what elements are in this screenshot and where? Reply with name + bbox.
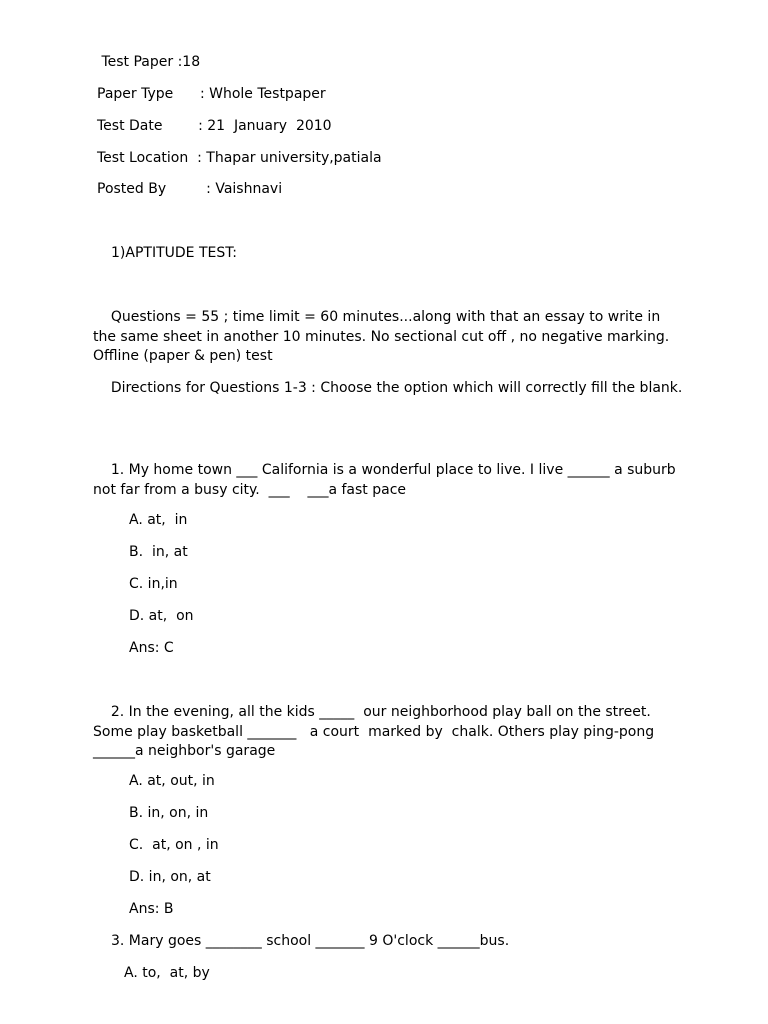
question-1-option-a: A. at, in xyxy=(129,512,188,528)
section-directions: Directions for Questions 1-3 : Choose the option which will correctly fill the blank. xyxy=(93,380,683,396)
question-2-answer: Ans: B xyxy=(129,901,174,917)
test-paper-label: Test Paper :18 xyxy=(97,54,201,70)
question-1-text: 1. My home town ___ California is a wonderful place to live. I live ______ a suburb not far from a busy city. ___ ___a fast pace xyxy=(93,462,681,498)
question-2-option-d: D. in, on, at xyxy=(129,869,211,885)
question-3-option-a: A. to, at, by xyxy=(124,965,210,981)
question-2-text: 2. In the evening, all the kids _____ our neighborhood play ball on the street. Some play basketball _______ a court marked by chalk. Others play ping-pong ______a neighbor's garage xyxy=(93,704,659,759)
question-2-option-b: B. in, on, in xyxy=(129,805,209,821)
question-1-option-b: B. in, at xyxy=(129,544,188,560)
test-location-label: Test Location : Thapar university,patiala xyxy=(97,150,382,166)
test-date-label: Test Date : 21 January 2010 xyxy=(97,118,332,134)
question-1-answer: Ans: C xyxy=(129,640,174,656)
question-1-option-d: D. at, on xyxy=(129,608,194,624)
question-2-option-c: C. at, on , in xyxy=(129,837,219,853)
question-1-option-c: C. in,in xyxy=(129,576,178,592)
question-2-option-a: A. at, out, in xyxy=(129,773,215,789)
paper-type-label: Paper Type : Whole Testpaper xyxy=(97,86,326,102)
section-title: 1)APTITUDE TEST: xyxy=(111,245,237,261)
section-intro: Questions = 55 ; time limit = 60 minutes...along with that an essay to write in the same sheet in another 10 minutes. No sectional cut off , no negative marking. Offline (paper & pen) test xyxy=(93,309,674,364)
question-3-text: 3. Mary goes ________ school _______ 9 O'clock ______bus. xyxy=(111,933,510,949)
posted-by-label: Posted By : Vaishnavi xyxy=(97,181,283,197)
